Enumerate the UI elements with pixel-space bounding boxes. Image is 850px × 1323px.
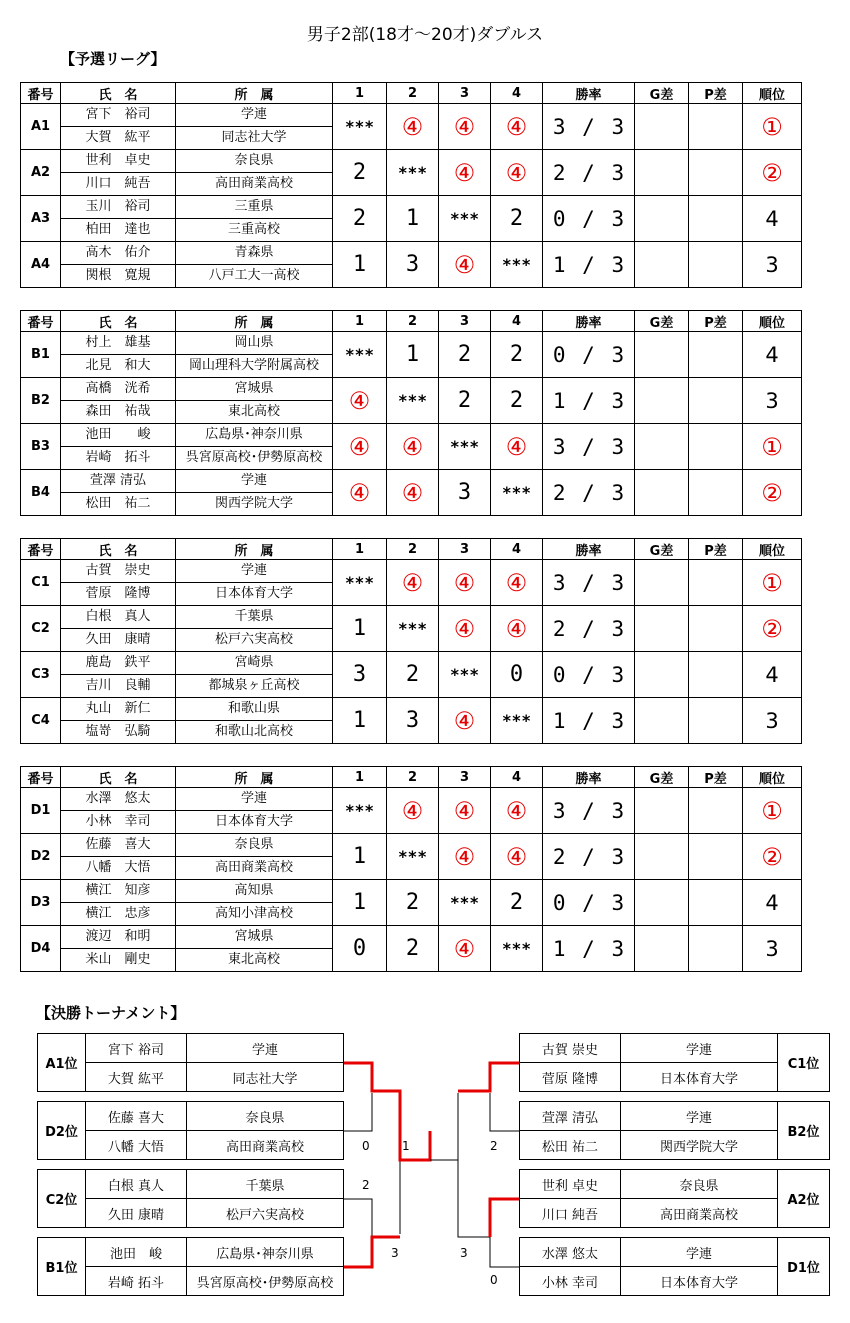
player-name: 丸山 新仁: [61, 698, 176, 721]
affiliation: 宮崎県: [176, 652, 333, 675]
player-name: 森田 祐哉: [61, 401, 176, 424]
player-name: 小林 幸司: [520, 1267, 621, 1296]
match-result: ***: [387, 150, 439, 196]
match-result: ④: [333, 378, 387, 424]
rank: 4: [743, 196, 802, 242]
rank: 3: [743, 242, 802, 288]
match-result: ④: [491, 788, 543, 834]
entry-number: A2: [21, 150, 61, 196]
player-name: 村上 雄基: [61, 332, 176, 355]
match-result: ④: [387, 560, 439, 606]
column-header: 所 属: [176, 539, 333, 560]
column-header: 1: [333, 767, 387, 788]
column-header: 番号: [21, 539, 61, 560]
player-name: 白根 真人: [86, 1170, 187, 1199]
match-score: 2: [362, 1178, 370, 1192]
entry-number: A3: [21, 196, 61, 242]
affiliation: 高田商業高校: [176, 173, 333, 196]
player-name: 世利 卓史: [61, 150, 176, 173]
match-score: 2: [490, 1139, 498, 1153]
affiliation: 学連: [621, 1102, 778, 1131]
seed-position: D2位: [38, 1102, 86, 1160]
match-score: 1: [402, 1139, 410, 1153]
column-header: 勝率: [543, 539, 635, 560]
match-result: 3: [387, 242, 439, 288]
affiliation: 都城泉ヶ丘高校: [176, 675, 333, 698]
column-header: 番号: [21, 767, 61, 788]
match-result: ***: [439, 652, 491, 698]
affiliation: 千葉県: [176, 606, 333, 629]
entry-number: C3: [21, 652, 61, 698]
column-header: 勝率: [543, 83, 635, 104]
affiliation: 岡山県: [176, 332, 333, 355]
match-result: 2: [387, 652, 439, 698]
match-result: ④: [491, 104, 543, 150]
seed-position: A1位: [38, 1034, 86, 1092]
column-header: 順位: [743, 311, 802, 332]
affiliation: 関西学院大学: [176, 493, 333, 516]
column-header: 3: [439, 767, 491, 788]
player-name: 宮下 裕司: [61, 104, 176, 127]
win-rate: 0 / 3: [543, 880, 635, 926]
win-rate: 3 / 3: [543, 560, 635, 606]
win-rate: 1 / 3: [543, 242, 635, 288]
column-header: 3: [439, 539, 491, 560]
affiliation: 高知小津高校: [176, 903, 333, 926]
match-score: 3: [391, 1246, 399, 1260]
player-name: 松田 祐二: [61, 493, 176, 516]
column-header: 2: [387, 767, 439, 788]
rank: ①: [743, 424, 802, 470]
match-result: ④: [387, 788, 439, 834]
win-rate: 1 / 3: [543, 378, 635, 424]
match-result: 2: [439, 332, 491, 378]
player-name: 久田 康晴: [61, 629, 176, 652]
match-result: ***: [439, 880, 491, 926]
match-result: ④: [439, 606, 491, 652]
affiliation: 日本体育大学: [176, 811, 333, 834]
match-result: ④: [439, 242, 491, 288]
match-result: 0: [333, 926, 387, 972]
column-header: 氏 名: [61, 539, 176, 560]
player-name: 関根 寛規: [61, 265, 176, 288]
match-result: ***: [333, 104, 387, 150]
column-header: 所 属: [176, 83, 333, 104]
player-name: 松田 祐二: [520, 1131, 621, 1160]
affiliation: 高田商業高校: [621, 1199, 778, 1228]
win-rate: 0 / 3: [543, 652, 635, 698]
column-header: P差: [689, 83, 743, 104]
match-result: 2: [491, 880, 543, 926]
affiliation: 広島県･神奈川県: [187, 1238, 344, 1267]
rank: ①: [743, 104, 802, 150]
rank: ①: [743, 560, 802, 606]
win-rate: 0 / 3: [543, 196, 635, 242]
player-name: 佐藤 喜大: [86, 1102, 187, 1131]
match-result: ④: [439, 698, 491, 744]
match-result: ***: [491, 926, 543, 972]
player-name: 渡辺 和明: [61, 926, 176, 949]
column-header: 2: [387, 539, 439, 560]
rank: 4: [743, 880, 802, 926]
bracket-line: [344, 1199, 372, 1237]
match-result: 3: [387, 698, 439, 744]
entry-number: B1: [21, 332, 61, 378]
player-name: 池田 峻: [86, 1238, 187, 1267]
column-header: 2: [387, 83, 439, 104]
rank: 3: [743, 378, 802, 424]
column-header: 所 属: [176, 767, 333, 788]
affiliation: 高田商業高校: [176, 857, 333, 880]
affiliation: 奈良県: [176, 834, 333, 857]
win-rate: 3 / 3: [543, 788, 635, 834]
match-result: 1: [333, 880, 387, 926]
match-result: 1: [333, 242, 387, 288]
affiliation: 奈良県: [621, 1170, 778, 1199]
match-score: 3: [460, 1246, 468, 1260]
column-header: 4: [491, 311, 543, 332]
match-result: 2: [491, 196, 543, 242]
bracket-line-winner: [490, 1199, 519, 1237]
affiliation: 高知県: [176, 880, 333, 903]
column-header: 勝率: [543, 767, 635, 788]
player-name: 白根 真人: [61, 606, 176, 629]
match-result: ④: [491, 834, 543, 880]
player-name: 岩崎 拓斗: [61, 447, 176, 470]
match-result: 2: [387, 926, 439, 972]
column-header: 所 属: [176, 311, 333, 332]
entry-number: A1: [21, 104, 61, 150]
rank: ②: [743, 834, 802, 880]
player-name: 世利 卓史: [520, 1170, 621, 1199]
affiliation: 青森県: [176, 242, 333, 265]
affiliation: 三重高校: [176, 219, 333, 242]
match-result: 2: [387, 880, 439, 926]
column-header: P差: [689, 539, 743, 560]
bracket-line: [458, 1093, 490, 1237]
affiliation: 松戸六実高校: [187, 1199, 344, 1228]
tournament-section-label: 【決勝トーナメント】: [36, 1004, 186, 1022]
column-header: G差: [635, 311, 689, 332]
player-name: 高木 佑介: [61, 242, 176, 265]
affiliation: 三重県: [176, 196, 333, 219]
league-section-label: 【予選リーグ】: [60, 50, 166, 68]
entry-number: D3: [21, 880, 61, 926]
column-header: G差: [635, 539, 689, 560]
player-name: 久田 康晴: [86, 1199, 187, 1228]
rank: 4: [743, 332, 802, 378]
column-header: 4: [491, 539, 543, 560]
win-rate: 3 / 3: [543, 104, 635, 150]
column-header: 氏 名: [61, 83, 176, 104]
column-header: 1: [333, 539, 387, 560]
player-name: 大賀 紘平: [61, 127, 176, 150]
entry-number: D4: [21, 926, 61, 972]
column-header: P差: [689, 311, 743, 332]
player-name: 川口 純吾: [61, 173, 176, 196]
match-result: 2: [439, 378, 491, 424]
match-result: 1: [387, 332, 439, 378]
match-result: ***: [333, 788, 387, 834]
player-name: 横江 忠彦: [61, 903, 176, 926]
match-result: ④: [439, 788, 491, 834]
column-header: 順位: [743, 83, 802, 104]
affiliation: 日本体育大学: [621, 1063, 778, 1092]
affiliation: 日本体育大学: [176, 583, 333, 606]
match-result: ***: [387, 606, 439, 652]
affiliation: 宮城県: [176, 926, 333, 949]
column-header: 氏 名: [61, 311, 176, 332]
match-result: ④: [491, 150, 543, 196]
column-header: 1: [333, 311, 387, 332]
player-name: 八幡 大悟: [86, 1131, 187, 1160]
match-result: ④: [387, 424, 439, 470]
column-header: P差: [689, 767, 743, 788]
match-result: ***: [491, 698, 543, 744]
column-header: 2: [387, 311, 439, 332]
affiliation: 東北高校: [176, 949, 333, 972]
column-header: G差: [635, 767, 689, 788]
win-rate: 2 / 3: [543, 606, 635, 652]
match-result: ④: [439, 150, 491, 196]
player-name: 岩崎 拓斗: [86, 1267, 187, 1296]
bracket-line-winner: [458, 1063, 519, 1091]
affiliation: 和歌山県: [176, 698, 333, 721]
player-name: 柏田 達也: [61, 219, 176, 242]
affiliation: 学連: [187, 1034, 344, 1063]
match-result: 3: [333, 652, 387, 698]
affiliation: 和歌山北高校: [176, 721, 333, 744]
affiliation: 同志社大学: [187, 1063, 344, 1092]
player-name: 鹿島 鉄平: [61, 652, 176, 675]
match-result: ***: [333, 560, 387, 606]
bracket-line: [490, 1237, 519, 1267]
seed-position: B2位: [778, 1102, 830, 1160]
affiliation: 学連: [176, 560, 333, 583]
entry-number: B2: [21, 378, 61, 424]
column-header: 番号: [21, 83, 61, 104]
seed-position: D1位: [778, 1238, 830, 1296]
match-result: ④: [439, 834, 491, 880]
match-result: ***: [491, 242, 543, 288]
match-result: ***: [387, 834, 439, 880]
affiliation: 学連: [176, 470, 333, 493]
match-result: ***: [439, 196, 491, 242]
affiliation: 日本体育大学: [621, 1267, 778, 1296]
match-result: 1: [333, 834, 387, 880]
column-header: 4: [491, 767, 543, 788]
match-result: 0: [491, 652, 543, 698]
player-name: 大賀 紘平: [86, 1063, 187, 1092]
affiliation: 八戸工大一高校: [176, 265, 333, 288]
win-rate: 2 / 3: [543, 834, 635, 880]
rank: 3: [743, 698, 802, 744]
match-result: ***: [387, 378, 439, 424]
affiliation: 奈良県: [176, 150, 333, 173]
affiliation: 学連: [176, 788, 333, 811]
column-header: 番号: [21, 311, 61, 332]
match-score: 0: [490, 1273, 498, 1287]
seed-position: B1位: [38, 1238, 86, 1296]
player-name: 川口 純吾: [520, 1199, 621, 1228]
rank: 3: [743, 926, 802, 972]
win-rate: 0 / 3: [543, 332, 635, 378]
player-name: 水澤 悠太: [61, 788, 176, 811]
entry-number: D2: [21, 834, 61, 880]
player-name: 小林 幸司: [61, 811, 176, 834]
affiliation: 高田商業高校: [187, 1131, 344, 1160]
column-header: 順位: [743, 539, 802, 560]
page-title: 男子2部(18才～20才)ダブルス: [306, 25, 544, 45]
match-result: ④: [491, 606, 543, 652]
entry-number: C2: [21, 606, 61, 652]
bracket-line-winner: [344, 1063, 430, 1160]
player-name: 横江 知彦: [61, 880, 176, 903]
affiliation: 呉宮原高校･伊勢原高校: [187, 1267, 344, 1296]
entry-number: C4: [21, 698, 61, 744]
affiliation: 宮城県: [176, 378, 333, 401]
player-name: 八幡 大悟: [61, 857, 176, 880]
bracket-line: [490, 1093, 519, 1131]
affiliation: 呉宮原高校･伊勢原高校: [176, 447, 333, 470]
player-name: 萱澤 清弘: [520, 1102, 621, 1131]
column-header: 1: [333, 83, 387, 104]
entry-number: D1: [21, 788, 61, 834]
win-rate: 2 / 3: [543, 470, 635, 516]
column-header: G差: [635, 83, 689, 104]
match-result: 2: [491, 332, 543, 378]
entry-number: B4: [21, 470, 61, 516]
affiliation: 学連: [176, 104, 333, 127]
match-result: 1: [387, 196, 439, 242]
column-header: 氏 名: [61, 767, 176, 788]
seed-position: C1位: [778, 1034, 830, 1092]
player-name: 佐藤 喜大: [61, 834, 176, 857]
player-name: 古賀 崇史: [61, 560, 176, 583]
match-result: ***: [439, 424, 491, 470]
win-rate: 1 / 3: [543, 698, 635, 744]
affiliation: 千葉県: [187, 1170, 344, 1199]
player-name: 菅原 隆博: [61, 583, 176, 606]
match-result: 2: [333, 196, 387, 242]
match-result: 1: [333, 698, 387, 744]
player-name: 塩嵜 弘騎: [61, 721, 176, 744]
match-result: ④: [439, 104, 491, 150]
affiliation: 広島県･神奈川県: [176, 424, 333, 447]
win-rate: 1 / 3: [543, 926, 635, 972]
entry-number: C1: [21, 560, 61, 606]
affiliation: 奈良県: [187, 1102, 344, 1131]
match-result: ④: [439, 926, 491, 972]
match-result: 3: [439, 470, 491, 516]
player-name: 池田 峻: [61, 424, 176, 447]
rank: ①: [743, 788, 802, 834]
player-name: 北見 和大: [61, 355, 176, 378]
match-result: ***: [333, 332, 387, 378]
column-header: 3: [439, 311, 491, 332]
player-name: 玉川 裕司: [61, 196, 176, 219]
win-rate: 3 / 3: [543, 424, 635, 470]
affiliation: 東北高校: [176, 401, 333, 424]
player-name: 菅原 隆博: [520, 1063, 621, 1092]
player-name: 古賀 崇史: [520, 1034, 621, 1063]
entry-number: B3: [21, 424, 61, 470]
match-result: ④: [439, 560, 491, 606]
entry-number: A4: [21, 242, 61, 288]
column-header: 3: [439, 83, 491, 104]
affiliation: 松戸六実高校: [176, 629, 333, 652]
player-name: 水澤 悠太: [520, 1238, 621, 1267]
affiliation: 学連: [621, 1238, 778, 1267]
match-result: 2: [333, 150, 387, 196]
match-result: 1: [333, 606, 387, 652]
match-result: 2: [491, 378, 543, 424]
rank: 4: [743, 652, 802, 698]
seed-position: C2位: [38, 1170, 86, 1228]
player-name: 宮下 裕司: [86, 1034, 187, 1063]
match-result: ④: [491, 560, 543, 606]
match-result: ***: [491, 470, 543, 516]
rank: ②: [743, 150, 802, 196]
affiliation: 学連: [621, 1034, 778, 1063]
player-name: 米山 剛史: [61, 949, 176, 972]
column-header: 順位: [743, 767, 802, 788]
match-result: ④: [333, 470, 387, 516]
match-result: ④: [491, 424, 543, 470]
match-result: ④: [333, 424, 387, 470]
affiliation: 岡山理科大学附属高校: [176, 355, 333, 378]
match-result: ④: [387, 104, 439, 150]
win-rate: 2 / 3: [543, 150, 635, 196]
rank: ②: [743, 606, 802, 652]
affiliation: 同志社大学: [176, 127, 333, 150]
bracket-line: [344, 1093, 372, 1131]
rank: ②: [743, 470, 802, 516]
match-score: 0: [362, 1139, 370, 1153]
player-name: 吉川 良輔: [61, 675, 176, 698]
match-result: ④: [387, 470, 439, 516]
column-header: 勝率: [543, 311, 635, 332]
affiliation: 関西学院大学: [621, 1131, 778, 1160]
player-name: 高橋 洸希: [61, 378, 176, 401]
column-header: 4: [491, 83, 543, 104]
seed-position: A2位: [778, 1170, 830, 1228]
player-name: 萱澤 清弘: [61, 470, 176, 493]
